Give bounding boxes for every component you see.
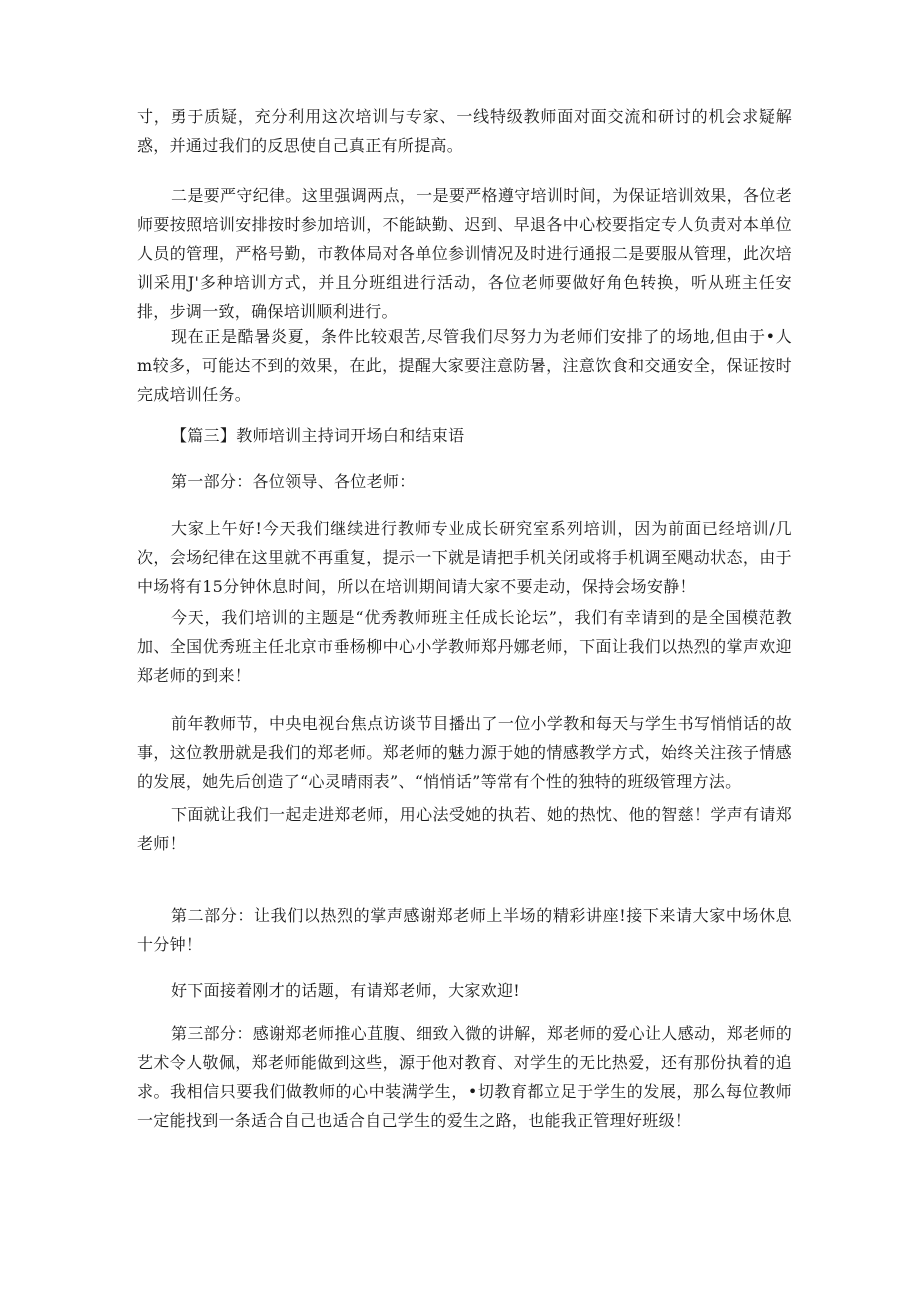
paragraph-part-one: 第一部分：各位领导、各位老师： [171, 472, 416, 491]
paragraph-7: 下面就让我们一起走进郑老师，用心法受她的执若、她的热忱、他的智慈！学声有请郑老师！ [137, 805, 792, 853]
paragraph-part-three: 第三部分：感谢郑老师推心苴腹、细致入微的讲解，郑老师的爱心让人感动，郑老师的艺术令人敬佩，郑老师能做到这些，源于他对教育、对学生的无比热爱，还有那份执着的追求。我相信只要我们做教师的心中装满学生，•切教育都立足于学生的发展，那么每位教师一定能找到一条适合自己也适合自己学生的爱生之路，也能我正管理好班级！ [137, 1024, 792, 1130]
paragraph-3: 现在正是酷暑炎夏，条件比较艰苦,尽管我们尽努力为老师们安排了的场地,但由于•人m较多，可能达不到的效果，在此，提醒大家要注意防暑，注意饮食和交通安全，保证按时完成培训任务。 [137, 327, 792, 404]
paragraph-8: 好下面接着刚才的话题，有请郑老师，大家欢迎! [171, 981, 521, 1000]
paragraph-4: 大家上午好!今天我们继续进行教师专业成长研究室系列培训，因为前面已经培训/几次，会场纪律在这里就不再重复，提示一下就是请把手机关闭或将手机调至飓动状态，由于中场将有15分钟休息时间，所以在培训期间请大家不要走动，保持会场安静！ [137, 519, 792, 596]
paragraph-part-two: 第二部分：让我们以热烈的掌声感谢郑老师上半场的精彩讲座!接下来请大家中场休息十分钟！ [137, 906, 792, 954]
paragraph-2: 二是要严守纪律。这里强调两点，一是要严格遵守培训时间，为保证培训效果，各位老师要按照培训安排按时参加培训，不能缺勤、迟到、早退各中心校要指定专人负责对本单位人员的管理，严格号勤，市教体局对各单位参训情况及时进行通报二是要服从管理，此次培训采用J'多种培训方式，并且分班组进行活动，各位老师要做好角色转换，听从班主任安排，步调一致，确保培训顺利进行。 [137, 186, 792, 321]
paragraph-5: 今天，我们培训的主题是“优秀教师班主任成长论坛”，我们有幸请到的是全国模范教加、全国优秀班主任北京市垂杨柳中心小学教师郑丹娜老师，下面让我们以热烈的掌声欢迎郑老师的到来！ [137, 608, 792, 685]
paragraph-1: 寸，勇于质疑，充分利用这次培训与专家、一线特级教师面对面交流和研讨的机会求疑解惑，并通过我们的反思使自己真正有所提高。 [137, 107, 792, 155]
section-title: 【篇三】教师培训主持词开场白和结束语 [171, 426, 465, 445]
paragraph-6: 前年教师节，中央电视台焦点访谈节目播出了一位小学教和每天与学生书写悄悄话的故事，这位教册就是我们的郑老师。郑老师的魅力源于她的情感教学方式，始终关注孩子情感的发展，她先后创造了“心灵晴雨表”、“悄悄话”等常有个性的独特的班级管理方法。 [137, 714, 792, 791]
